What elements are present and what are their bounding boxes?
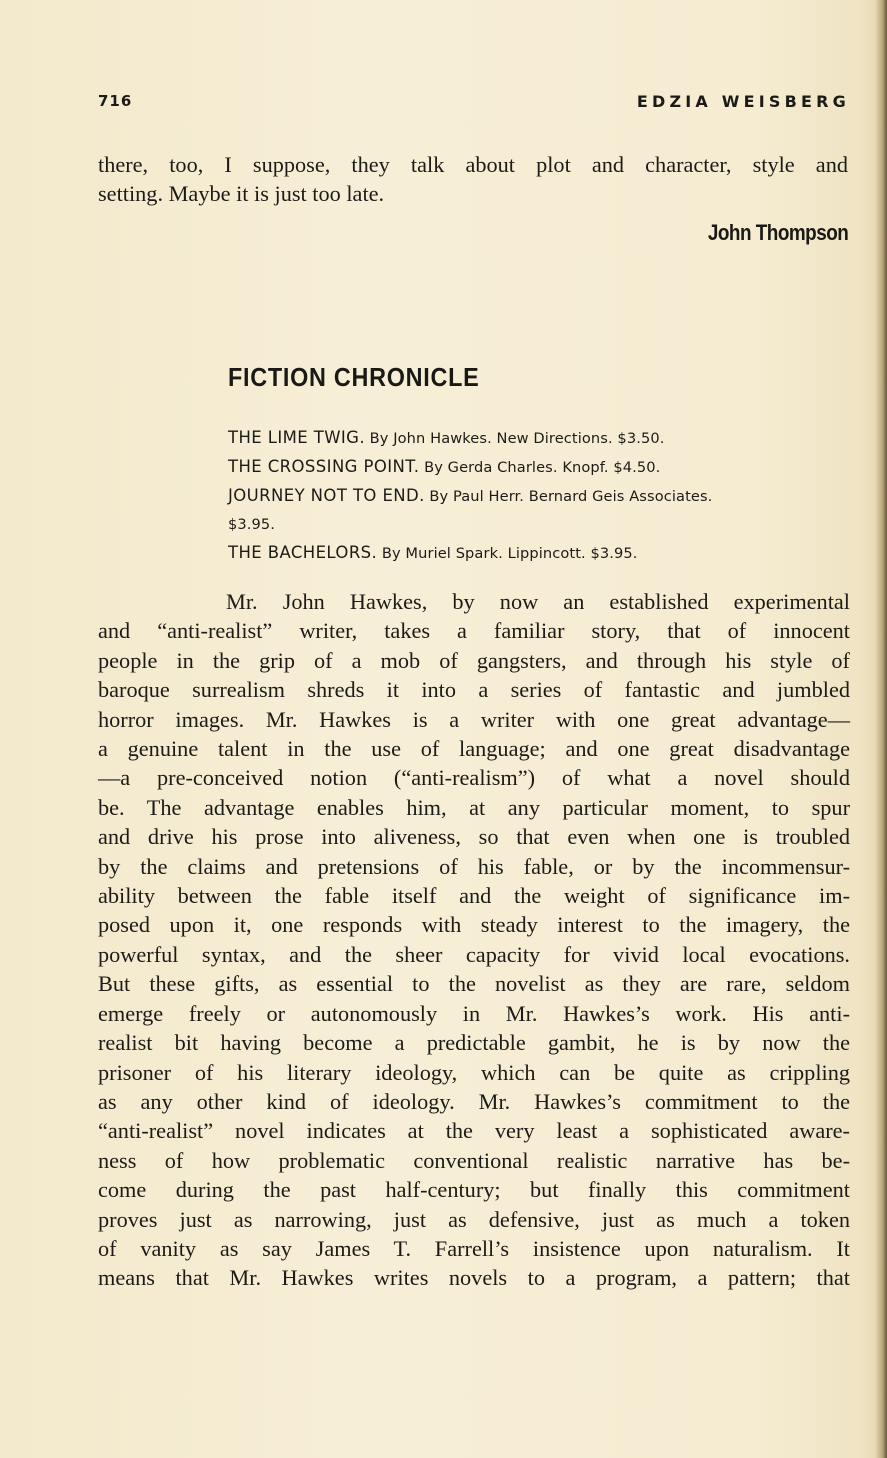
book-title: THE LIME TWIG. — [228, 428, 366, 447]
page-edge-shadow — [875, 0, 887, 1458]
book-details: By Gerda Charles. Knopf. $4.50. — [424, 459, 661, 476]
text-line: But these gifts, as essential to the novelist as they are rare, seldom — [98, 971, 850, 997]
text-line: people in the grip of a mob of gangsters, and through his style of — [98, 647, 850, 673]
text-line: baroque surrealism shreds it into a series of fantastic and jumbled — [98, 677, 850, 703]
book-details: $3.95. — [228, 516, 276, 533]
text-line: —a pre-conceived notion (“anti-realism”) of what a novel should — [98, 765, 850, 791]
text-line: as any other kind of ideology. Mr. Hawkes’s commitment to the — [98, 1088, 850, 1114]
section-title: FICTION CHRONICLE — [228, 362, 480, 392]
book-entry — [228, 424, 858, 453]
book-title: THE CROSSING POINT. — [228, 457, 420, 476]
text-line: means that Mr. Hawkes writes novels to a program, a pattern; that — [98, 1265, 850, 1291]
text-line: by the claims and pretensions of his fable, or by the incommensur- — [98, 853, 850, 879]
text-line: ability between the fable itself and the weight of significance im- — [98, 883, 850, 909]
text-line: posed upon it, one responds with steady interest to the imagery, the — [98, 912, 850, 938]
running-head — [98, 92, 850, 116]
text-line: a genuine talent in the use of language; and one great disadvantage — [98, 736, 850, 762]
previous-review-ending — [98, 150, 848, 209]
book-details: By Muriel Spark. Lippincott. $3.95. — [381, 545, 638, 562]
text-line: prisoner of his literary ideology, which can be quite as crippling — [98, 1059, 850, 1085]
text-line: and “anti-realist” writer, takes a familiar story, that of innocent — [98, 618, 850, 644]
text-line — [98, 587, 850, 616]
text-line-content: Mr. John Hawkes, by now an established experimental — [226, 589, 850, 614]
book-details: By Paul Herr. Bernard Geis Associates. — [429, 488, 713, 505]
review-body — [98, 587, 850, 1293]
text-line: “anti-realist” novel indicates at the very least a sophisticated aware- — [98, 1118, 850, 1144]
text-line: emerge freely or autonomously in Mr. Hawkes’s work. His anti- — [98, 1000, 850, 1026]
text-line: come during the past half-century; but finally this commitment — [98, 1177, 850, 1203]
text-line: setting. Maybe it is just too late. — [98, 181, 385, 207]
book-title: JOURNEY NOT TO END. — [228, 486, 425, 505]
book-entry-continuation — [228, 511, 858, 539]
text-line: horror images. Mr. Hawkes is a writer with one great advantage— — [98, 706, 850, 732]
running-head-author: EDZIA WEISBERG — [636, 92, 850, 111]
text-line: and drive his prose into aliveness, so that even when one is troubled — [98, 824, 850, 850]
page-number: 716 — [98, 92, 133, 110]
text-line: proves just as narrowing, just as defensive, just as much a token — [98, 1206, 850, 1232]
book-list — [228, 424, 858, 568]
reviewer-signature: John Thompson — [707, 220, 848, 245]
book-title: THE BACHELORS. — [228, 543, 378, 562]
text-line: there, too, I suppose, they talk about plot and character, style and — [98, 152, 848, 177]
text-line: of vanity as say James T. Farrell’s insistence upon naturalism. It — [98, 1235, 850, 1261]
text-line: powerful syntax, and the sheer capacity for vivid local evocations. — [98, 941, 850, 967]
text-line: ness of how problematic conventional realistic narrative has be- — [98, 1147, 850, 1173]
text-line: realist bit having become a predictable gambit, he is by now the — [98, 1030, 850, 1056]
book-entry — [228, 482, 858, 511]
text-line: be. The advantage enables him, at any particular moment, to spur — [98, 794, 850, 820]
book-details: By John Hawkes. New Directions. $3.50. — [369, 430, 665, 447]
book-entry — [228, 453, 858, 482]
book-entry — [228, 539, 858, 568]
